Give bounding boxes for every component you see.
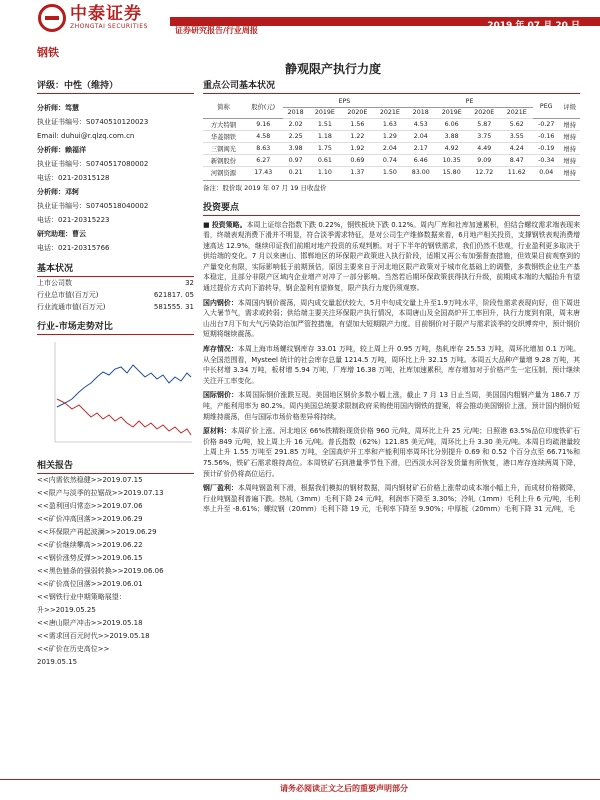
report-item: 2019.05.15 (37, 658, 78, 666)
paragraph-label: 国内钢价： (203, 298, 238, 307)
table-cell: 增持 (563, 133, 577, 141)
analyst-line (37, 143, 194, 157)
analyst-name: 邓轲 (65, 188, 79, 196)
report-item: <<需求回百元时代>>2019.05.18 (37, 632, 150, 640)
analyst-line (37, 227, 194, 241)
table-cell: 2.02 (288, 120, 303, 128)
report-item: <<黑色链条的强弱转换>>2019.06.06 (37, 567, 164, 575)
table-cell: 增持 (563, 169, 577, 177)
market-chart (37, 337, 194, 452)
industry-name: 钢铁 (37, 46, 59, 59)
paragraph-text: 本周上证综合指数下跌 0.22%，钢铁板块下跌 0.12%。周内厂库和社库加速累积，但结合螺纹需求端表现来看，终端表观消费下滑并不明显，符合淡季需求特征，是对公司生产维修数据来看，6月地产相关投资，支撑钢铁表观消费增速高达 12.9%，继续印证我们前期对地产投资的乐观判断。对于下半年的钢铁需求，我们仍然不悲观，行业盈利更多取决于供给端的变化。7 月以来唐山、邯郸地区的环保限产政策进入执行阶段，适期又再公布加强督查措施，但效果目前观察到的产量变化有限，实际影响低于前期预估，原因主要来自于河北地区限产政策对于城市化基础上的调整，多数钢铁企业生产基本稳定，且部分非限产区域内企业增产对冲了一部分影响。当然若后期环保政策获得执行升级，前期成本端的大幅抬升有望通过提价方式向下游转导，钢企盈利有望修复，限产执行力度仍须观察。 (203, 220, 580, 293)
table-cell: 10.35 (442, 156, 461, 164)
table-cell: 6.06 (444, 120, 459, 128)
table-cell: 2.04 (413, 132, 428, 140)
table-cell: 1.29 (382, 132, 397, 140)
table-cell: 1.22 (350, 132, 365, 140)
invest-paragraph (203, 426, 580, 479)
report-item: <<矿价在历史高位>> (37, 645, 110, 653)
logo (38, 4, 148, 32)
basic-list (37, 277, 194, 313)
report-item: <<内需依然稳健>>2019.07.15 (37, 476, 143, 484)
company-table (203, 96, 580, 178)
analyst-role: 分析师： (37, 104, 65, 112)
analyst-line: 电话：021-20315128 (37, 174, 110, 182)
report-item: <<限产与淡季的拉锯战>>2019.07.13 (37, 489, 164, 497)
table-cell: 1.56 (350, 120, 365, 128)
header (0, 0, 600, 40)
table-cell: 1.75 (317, 144, 332, 152)
invest-paragraphs (203, 220, 580, 515)
table-cell: 1.18 (317, 132, 332, 140)
analyst-line: 执业证书编号：S0740510120023 (37, 118, 149, 126)
table-row (203, 154, 580, 166)
report-type: 证券研究报告/行业周报 (175, 26, 258, 35)
report-item: <<矿价高位回落>>2019.06.01 (37, 580, 143, 588)
table-cell: 2.04 (382, 144, 397, 152)
market-title: 行业-市场走势对比 (37, 319, 194, 335)
th-year: 2018 (412, 109, 429, 116)
th-price: 股价(元) (244, 96, 283, 118)
analyst-role: 分析师： (37, 188, 65, 196)
basic-key: 行业总市值(百万元) (37, 291, 99, 299)
basic-row (37, 289, 194, 301)
table-cell: 4.24 (509, 144, 524, 152)
paragraph-label: 钢厂盈利： (203, 484, 238, 493)
table-cell: 0.21 (288, 168, 303, 176)
report-item: <<矿价冲高回落>>2019.06.29 (37, 515, 143, 523)
analyst-line (37, 185, 194, 199)
report-item: <<钢铁行业中期策略展望： (37, 593, 126, 601)
basic-value: 32 (185, 279, 194, 287)
table-row (203, 142, 580, 154)
basic-row (37, 301, 194, 313)
table-cell: 0.61 (317, 156, 332, 164)
table-cell: 4.92 (444, 144, 459, 152)
th-year: 2021E (379, 109, 400, 116)
th-year: 2019E (441, 109, 462, 116)
paragraph-text: 本周国际钢价涨跌互现。美国地区钢价多数小幅上涨，截止 7 月 13 日止当周，美国国内粗钢产量为 186.7 万吨，产能利用率为 80.2%。周内美国总统要求限制政府采购使用国内钢铁的提案，将会推动美国钢价上涨，预计国内钢价短期维持震荡，但与国际市场价格差异将持续。 (203, 391, 580, 421)
analyst-line: 电话：021-20315766 (37, 244, 110, 252)
report-item: <<环保限产再起波澜>>2019.06.29 (37, 528, 157, 536)
table-cell: 1.10 (317, 168, 332, 176)
table-cell: 6.27 (256, 156, 271, 164)
table-cell: 3.55 (509, 132, 524, 140)
th-year: 2021E (506, 109, 527, 116)
table-row (203, 166, 580, 178)
th-year: 2018 (287, 109, 304, 116)
paragraph-label: 库存情况： (203, 345, 238, 354)
table-cell: 4.49 (477, 144, 492, 152)
table-cell: 1.63 (382, 120, 397, 128)
invest-paragraph (203, 220, 580, 294)
th-pe: PE (406, 96, 533, 107)
th-eps: EPS (283, 96, 407, 107)
rating: 评级：中性（维持） (37, 78, 194, 94)
table-cell: 增持 (563, 121, 577, 129)
basic-key: 行业流通市值(百万元) (37, 303, 106, 311)
basic-value: 621817. 05 (153, 291, 194, 299)
table-cell: 0.97 (288, 156, 303, 164)
paragraph-text: 本周上海市场螺纹钢库存 33.01 万吨，较上周上升 0.95 万吨，热轧库存 25.53 万吨，周环比增加 0.1 万吨。从全国范围看，Mysteel 统计的社会库存总量 1214.5 万吨，周环比上升 32.15 万吨。本周五大品种产量增 9.28 万吨，其中长材增 3.34 万吨，板材增 5.94 万吨，厂库增 16.38 万吨，社库加速累积，库存增加对于价格产生一定压制，预计继续关注开工率变化。 (203, 345, 581, 385)
table-cell: 河钢资源 (210, 169, 237, 177)
table-cell: 增持 (563, 157, 577, 165)
basic-row (37, 277, 194, 289)
th-rating: 评级 (559, 96, 580, 118)
table-cell: 4.53 (413, 120, 428, 128)
report-item: <<唐山限产冲击>>2019.05.18 (37, 619, 143, 627)
footer-divider (0, 779, 600, 780)
table-cell: 1.92 (350, 144, 365, 152)
table-cell: -0.19 (538, 144, 555, 152)
table-cell: 12.72 (475, 168, 494, 176)
paragraph-label: 原材料： (203, 427, 231, 436)
table-cell: 17.43 (254, 168, 273, 176)
report-item: <<钢价涨势反弹>>2019.06.15 (37, 554, 143, 562)
left-column (37, 78, 194, 669)
basic-title: 基本状况 (37, 261, 194, 277)
table-cell: 9.16 (256, 120, 271, 128)
report-item: 升>>2019.05.25 (37, 606, 96, 614)
paragraph-text: 本周国内钢价震荡，周内成交量起伏较大，5月中旬成交量上升至1.9万吨水平，阶段性需求表现向好，但下周进入大暑节气，需求或转弱；供给端主要关注环保限产执行情况，本周唐山及全国高炉开工率回升，执行力度到有限，周末唐山出台7月下旬大气污染防治加严管控措施，有望加大短期限产力度。目前钢价对于限产与需求淡季的交织博弈中，预计钢价短期将继续震荡。 (203, 298, 581, 339)
table-cell: 3.75 (477, 132, 492, 140)
table-cell: 8.63 (256, 144, 271, 152)
table-cell: 5.62 (509, 120, 524, 128)
right-column (203, 78, 580, 515)
table-cell: 增持 (563, 145, 577, 153)
table-cell: 三钢闽光 (210, 145, 237, 153)
basic-key: 上市公司数 (37, 279, 72, 287)
analyst-name: 笃慧 (65, 104, 79, 112)
logo-mark-icon (38, 4, 66, 32)
paragraph-text: 本周吨钢盈利下滑，根据我们模拟的钢材数据，周内钢材矿石价格上涨带动成本端小幅上升，而成材价格微降，行业吨钢盈利普遍下跌。热轧（3mm）毛利下降 24 元/吨，利润率下降至 3.30%；冷轧（1mm）毛利上升 6 元/吨，毛利率上升至 -8.61%；螺纹钢（20mm）毛利下降 19 元，毛利率下降至 9.90%；中厚板（20mm）毛利下降 31 元/吨，毛 (203, 484, 581, 514)
invest-paragraph (203, 344, 580, 386)
table-note: 备注：股价取 2019 年 07 月 19 日收盘价 (203, 180, 580, 192)
report-item: <<盈利回归常态>>2019.07.06 (37, 502, 143, 510)
analyst-line: 执业证书编号：S0740518040002 (37, 202, 149, 210)
analyst-role: 研究助理： (37, 230, 72, 238)
invest-title: 投资要点 (203, 200, 580, 216)
reports-title: 相关报告 (37, 458, 194, 474)
table-row (203, 130, 580, 142)
table-cell: -0.27 (538, 120, 555, 128)
analyst-name: 曹云 (72, 230, 86, 238)
report-date: 2019 年 07 月 20 日 (487, 21, 580, 31)
market-chart-svg (37, 337, 194, 452)
table-cell: 83.00 (411, 168, 430, 176)
analyst-list (37, 101, 194, 255)
basic-value: 581555. 31 (153, 303, 194, 311)
paragraph-text: 本周矿价上涨。河北地区 66%铁精粉现货价格 960 元/吨，周环比上升 25 元/吨；日照港 63.5%品位印度铁矿石价格 849 元/吨，较上周上升 16 元/吨。普氏指数（62%）121.85 美元/吨，周环比上升 3.30 美元/吨。本周日均疏港量较上周上升 1.55 万吨至 291.85 万吨，全国高炉开工率和产能利用率周环比分别提升 0.69 和 0.52 个百分点至 66.71%和 75.56%，铁矿石需求维持高位。本周铁矿石到港量季节性下滑，巴西淡水河谷发货量有所恢复，港口库存连续两周下降，预计矿价仍将高位运行。 (203, 427, 580, 478)
reports-list (37, 474, 194, 669)
th-peg: PEG (533, 96, 559, 118)
analyst-name: 赖福洋 (65, 146, 86, 154)
table-cell: 3.98 (288, 144, 303, 152)
table-cell: 9.09 (477, 156, 492, 164)
analyst-line (37, 101, 194, 115)
table-cell: 华菱钢铁 (210, 133, 237, 141)
page-title: 静观限产执行力度 (285, 62, 382, 76)
analyst-line: Email: duhui@r.qlzq.com.cn (37, 132, 135, 140)
invest-paragraph (203, 390, 580, 422)
table-cell: 4.58 (256, 132, 271, 140)
table-cell: 0.69 (350, 156, 365, 164)
th-year: 2020E (474, 109, 495, 116)
table-cell: 1.37 (350, 168, 365, 176)
table-cell: 0.74 (382, 156, 397, 164)
brand-en: ZHONGTAI SECURITIES (70, 23, 148, 30)
table-cell: -0.16 (538, 132, 555, 140)
brand-cn: 中泰证券 (70, 4, 142, 24)
analyst-role: 分析师： (37, 146, 65, 154)
table-cell: 3.88 (444, 132, 459, 140)
footer-disclaimer: 请务必阅读正文之后的重要声明部分 (280, 784, 408, 793)
report-item: <<矿价继续攀高>>2019.06.22 (37, 541, 143, 549)
table-cell: 2.25 (288, 132, 303, 140)
paragraph-label: 国际钢价： (203, 391, 239, 400)
analyst-line: 电话：021-20315223 (37, 216, 110, 224)
th-year: 2019E (314, 109, 335, 116)
table-cell: 5.87 (477, 120, 492, 128)
table-cell: 1.51 (317, 120, 332, 128)
table-cell: 15.80 (442, 168, 461, 176)
table-cell: 2.17 (413, 144, 428, 152)
table-cell: 新钢股份 (210, 157, 237, 165)
table-cell: -0.34 (538, 156, 555, 164)
analyst-line: 执业证书编号：S0740517080002 (37, 160, 149, 168)
table-cell: 6.46 (413, 156, 428, 164)
table-cell: 1.50 (382, 168, 397, 176)
invest-paragraph (203, 483, 580, 515)
table-row (203, 118, 580, 130)
paragraph-label: 投资策略。 (211, 220, 247, 229)
table-cell: 方大特钢 (210, 121, 237, 129)
invest-paragraph (203, 298, 580, 340)
table-cell: 11.62 (507, 168, 526, 176)
table-cell: 8.47 (509, 156, 524, 164)
th-name: 简称 (203, 96, 244, 118)
table-title: 重点公司基本状况 (203, 78, 580, 94)
th-year: 2020E (347, 109, 368, 116)
table-cell: 0.04 (539, 168, 554, 176)
